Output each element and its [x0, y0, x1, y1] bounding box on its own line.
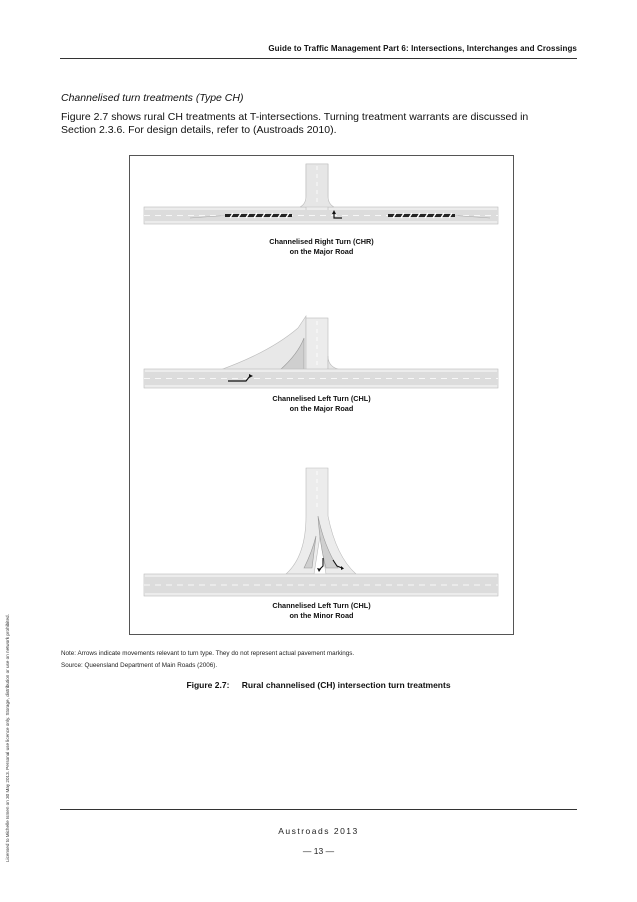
footer-rule	[60, 809, 577, 810]
chl-major-diagram	[144, 316, 498, 388]
figure-frame	[129, 155, 514, 635]
page-number: — 13 —	[302, 846, 335, 856]
panel-caption-line2: on the Major Road	[289, 404, 354, 413]
chr-major-diagram	[144, 164, 498, 224]
panel-caption-chl-major	[130, 394, 513, 414]
licence-side-note: Licensed to Michelle Ismen on 30 May 2013. Personal use licence only. Storage, distribution or use on network prohibited.	[5, 614, 10, 862]
section-heading: Channelised turn treatments (Type CH)	[61, 92, 244, 104]
figure-title-text: Rural channelised (CH) intersection turn treatments	[241, 680, 451, 690]
figure-number: Figure 2.7:	[186, 680, 230, 690]
figure-title	[0, 680, 637, 690]
body-paragraph: Figure 2.7 shows rural CH treatments at T-intersections. Turning treatment warrants are discussed in Section 2.3.6. For design details, refer to (Austroads 2010).	[61, 111, 529, 136]
panel-caption-chr-major	[130, 237, 513, 257]
header-rule	[60, 58, 577, 59]
panel-caption-line1: Channelised Right Turn (CHR)	[269, 237, 374, 246]
chl-minor-diagram	[144, 468, 498, 596]
running-header: Guide to Traffic Management Part 6: Intersections, Interchanges and Crossings	[268, 44, 577, 53]
panel-caption-line1: Channelised Left Turn (CHL)	[272, 601, 371, 610]
panel-caption-line2: on the Minor Road	[289, 611, 354, 620]
figure-note: Note: Arrows indicate movements relevant to turn type. They do not represent actual pavement markings.	[61, 650, 355, 657]
panel-caption-chl-minor	[130, 601, 513, 621]
footer-organisation: Austroads 2013	[278, 826, 359, 836]
figure-source: Source: Queensland Department of Main Roads (2006).	[61, 662, 218, 669]
panel-caption-line1: Channelised Left Turn (CHL)	[272, 394, 371, 403]
panel-caption-line2: on the Major Road	[289, 247, 354, 256]
